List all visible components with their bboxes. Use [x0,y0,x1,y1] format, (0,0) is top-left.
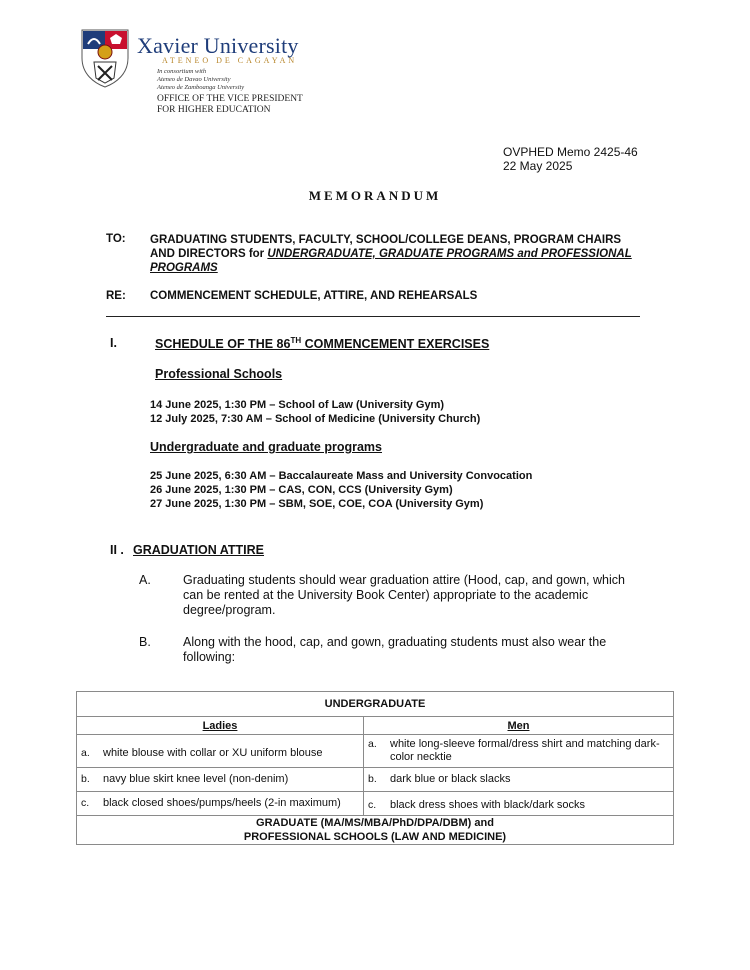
graduate-heading: GRADUATE (MA/MS/MBA/PhD/DPA/DBM) and PROFESSIONAL SCHOOLS (LAW AND MEDICINE) [77,816,674,845]
item-marker: a. [81,746,90,759]
section-1-title: SCHEDULE OF THE 86TH COMMENCEMENT EXERCISES [155,336,490,352]
memo-date: 22 May 2025 [503,159,573,173]
ladies-item: white blouse with collar or XU uniform blouse [103,746,323,759]
university-subtitle: ATENEO DE CAGAYAN [162,56,298,65]
schedule-item: 12 July 2025, 7:30 AM – School of Medicine (University Church) [150,413,481,425]
to-recipients: GRADUATING STUDENTS, FACULTY, SCHOOL/COLLEGE DEANS, PROGRAM CHAIRS AND DIRECTORS for UNDERGRADUATE, GRADUATE PROGRAMS and PROFESSIONAL PROGRAMS [150,234,632,274]
schedule-item: 14 June 2025, 1:30 PM – School of Law (University Gym) [150,399,445,411]
section-1-number: I. [110,336,117,350]
men-item: white long-sleeve formal/dress shirt and matching dark-color necktie [390,738,660,763]
memo-reference-block [503,145,638,173]
schedule-item: 25 June 2025, 6:30 AM – Baccalaureate Mass and University Convocation [150,470,533,482]
professional-schools-heading: Professional Schools [155,367,283,381]
office-name: OFFICE OF THE VICE PRESIDENT FOR HIGHER EDUCATION [157,94,303,115]
memo-number: OVPHED Memo 2425-46 [503,145,638,159]
ladies-heading: Ladies [77,717,364,735]
item-marker: a. [368,738,377,750]
paragraph-a-text: Graduating students should wear graduation attire (Hood, cap, and gown, which can be rented at the University Book Center) appropriate to the academic degree/program. [183,573,625,617]
to-programs-emphasis: UNDERGRADUATE, GRADUATE PROGRAMS and PROFESSIONAL PROGRAMS [150,248,632,274]
paragraph-a-marker: A. [139,573,151,587]
men-heading: Men [364,717,674,735]
schedule-item: 27 June 2025, 1:30 PM – SBM, SOE, COE, COA (University Gym) [150,498,484,510]
table-row [77,768,674,792]
paragraph-b-marker: B. [139,635,151,649]
section-2-title: GRADUATION ATTIRE [133,543,265,557]
university-crest-logo [80,28,130,88]
paragraph-b-text: Along with the hood, cap, and gown, graduating students must also wear the following: [183,635,607,664]
men-item: black dress shoes with black/dark socks [390,799,586,811]
item-marker: b. [81,773,90,785]
undergrad-programs-heading: Undergraduate and graduate programs [150,440,382,454]
item-marker: c. [81,797,90,809]
ladies-item: black closed shoes/pumps/heels (2-in maximum) [103,797,341,809]
section-2-number: II . [110,543,124,557]
header-divider [106,316,640,317]
university-name: Xavier University [137,33,299,58]
re-label: RE: [106,290,126,302]
item-marker: c. [368,799,377,811]
attire-table [76,691,674,845]
table-row [77,792,674,816]
undergrad-schedule-list [150,469,532,511]
undergraduate-heading: UNDERGRADUATE [77,692,674,717]
to-label: TO: [106,233,126,245]
ladies-item: navy blue skirt knee level (non-denim) [103,773,289,785]
professional-schedule-list [150,398,480,426]
item-marker: b. [368,773,377,785]
schedule-item: 26 June 2025, 1:30 PM – CAS, CON, CCS (University Gym) [150,484,453,496]
consortium-note: In consortium with Ateneo de Davao University Ateneo de Zamboanga University [157,68,245,91]
men-item: dark blue or black slacks [390,773,511,785]
table-row [77,735,674,768]
re-subject: COMMENCEMENT SCHEDULE, ATTIRE, AND REHEARSALS [150,290,478,302]
memo-title: MEMORANDUM [308,188,442,203]
